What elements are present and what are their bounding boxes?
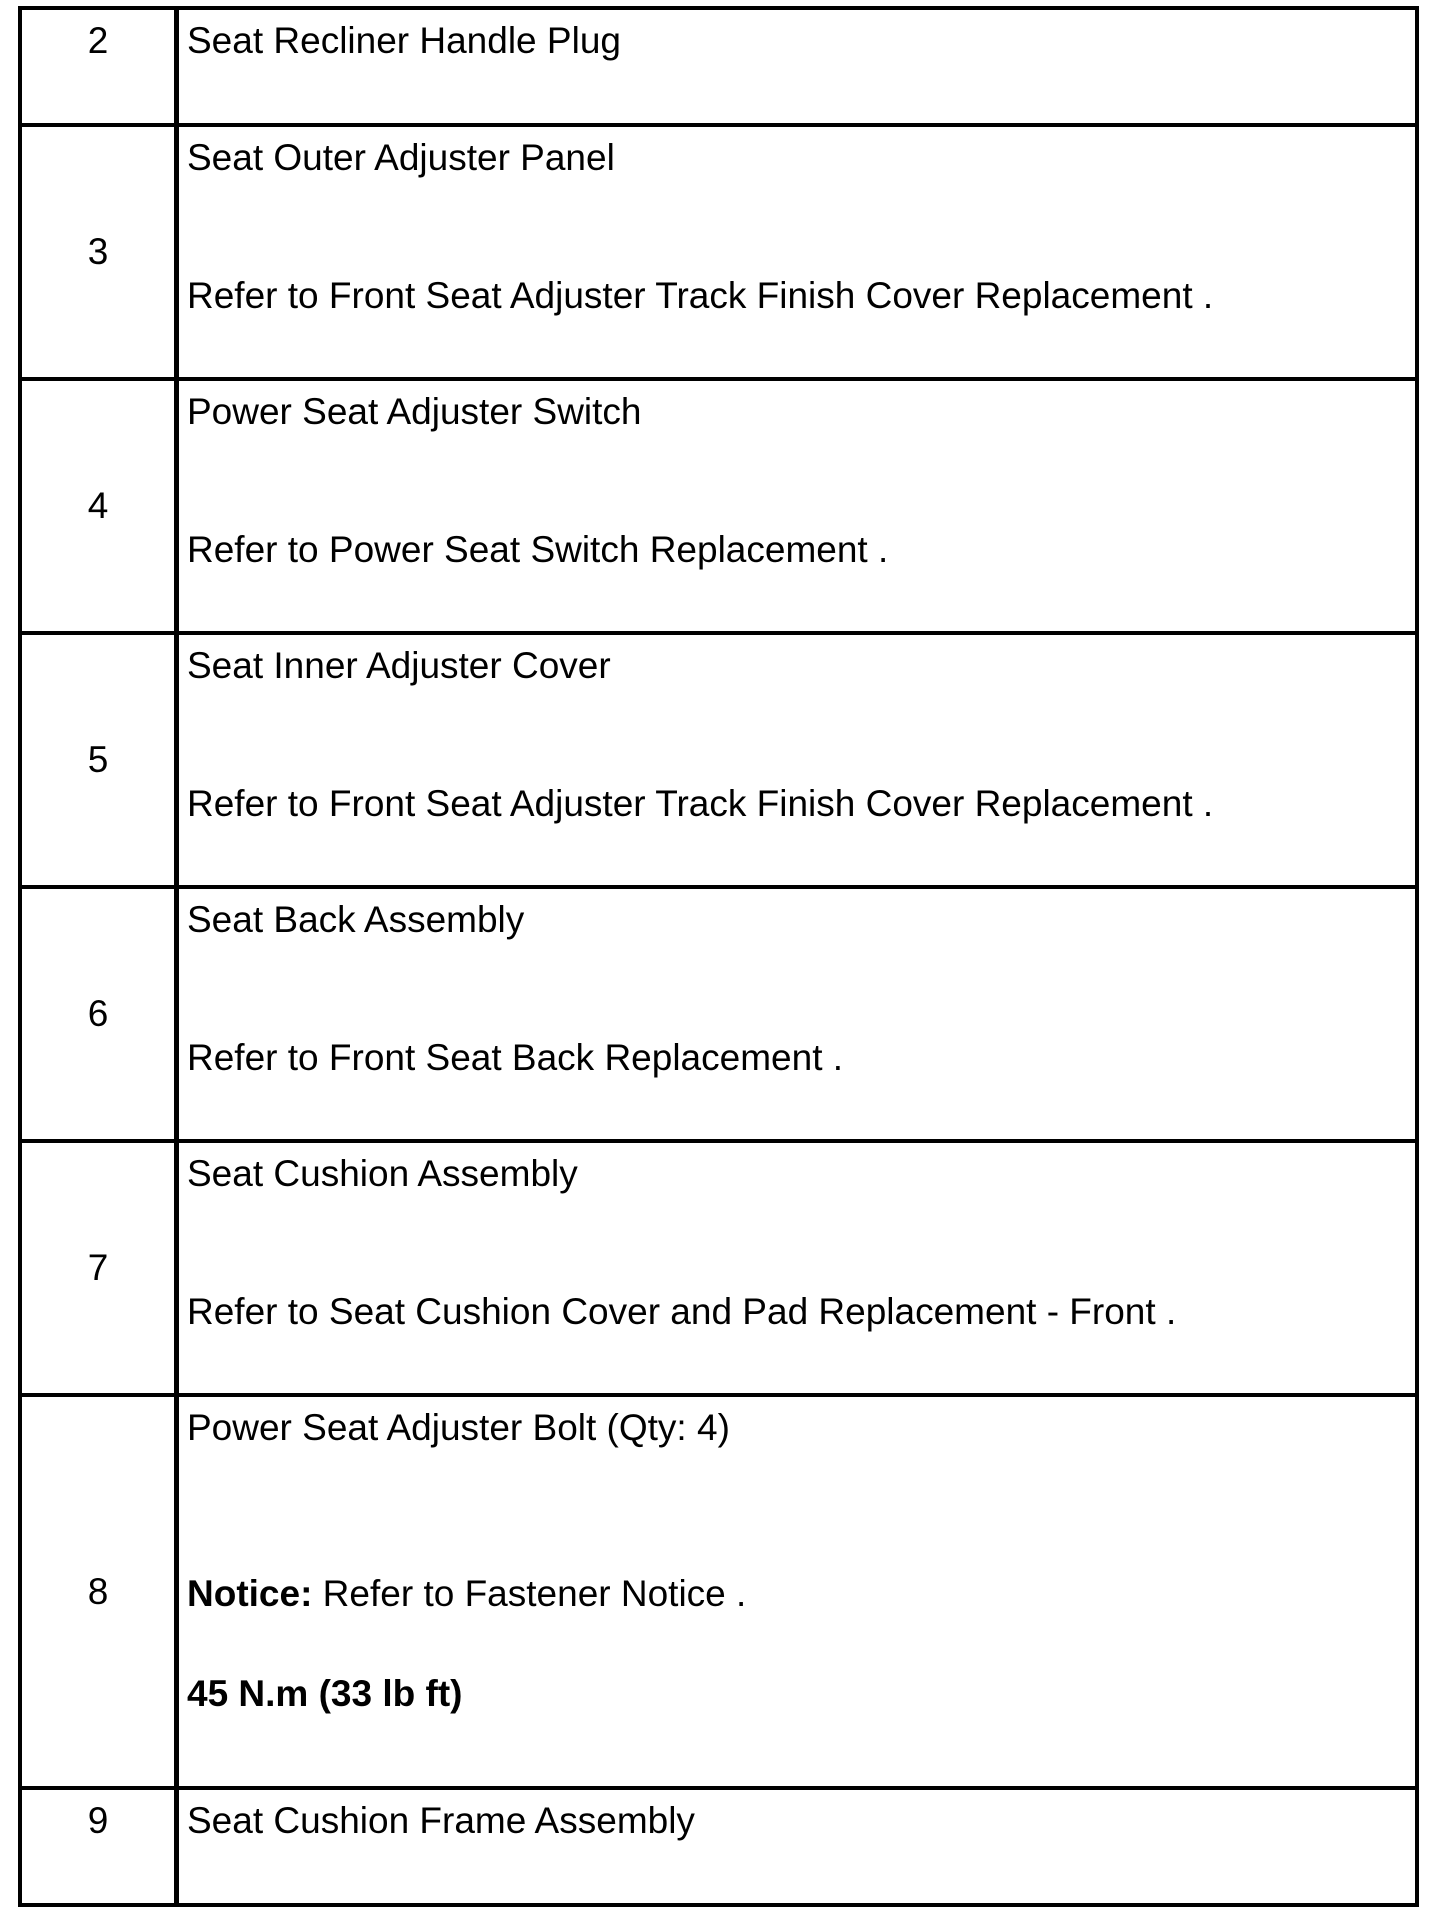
item-number (20, 1141, 177, 1395)
item-title: Seat Cushion Assembly (187, 1153, 578, 1194)
item-number-text: 6 (87, 993, 109, 1034)
item-description (177, 1141, 1418, 1395)
item-number-text: 7 (87, 1247, 109, 1288)
item-number-text: 4 (87, 485, 109, 526)
item-number-text: 2 (87, 20, 109, 61)
item-number-text: 5 (87, 739, 109, 780)
parts-table (18, 6, 1419, 1907)
notice-text: Refer to Fastener Notice . (312, 1573, 747, 1614)
torque-spec: 45 N.m (33 lb ft) (187, 1673, 463, 1714)
item-title: Seat Recliner Handle Plug (187, 20, 621, 61)
item-description (177, 1395, 1418, 1788)
item-title: Seat Outer Adjuster Panel (187, 137, 615, 178)
item-description (177, 1788, 1418, 1905)
table-row (20, 125, 1417, 379)
table-row (20, 1788, 1417, 1905)
table-row (20, 379, 1417, 633)
item-number-text: 3 (87, 231, 109, 272)
item-number (20, 1395, 177, 1788)
item-number (20, 379, 177, 633)
item-reference: Refer to Front Seat Adjuster Track Finish Cover Replacement . (187, 275, 1214, 316)
item-number (20, 887, 177, 1141)
item-number (20, 125, 177, 379)
item-title: Seat Cushion Frame Assembly (187, 1800, 695, 1841)
table-row (20, 8, 1417, 125)
table-row (20, 887, 1417, 1141)
item-title: Seat Back Assembly (187, 899, 525, 940)
item-title: Power Seat Adjuster Switch (187, 391, 642, 432)
item-title: Power Seat Adjuster Bolt (Qty: 4) (187, 1407, 730, 1448)
fastener-notice (187, 1572, 1407, 1616)
item-reference: Refer to Seat Cushion Cover and Pad Replacement - Front . (187, 1291, 1177, 1332)
item-reference: Refer to Front Seat Adjuster Track Finish Cover Replacement . (187, 783, 1214, 824)
item-description (177, 8, 1418, 125)
table-row (20, 633, 1417, 887)
item-reference: Refer to Power Seat Switch Replacement . (187, 529, 889, 570)
notice-label: Notice: (187, 1573, 313, 1614)
item-description (177, 633, 1418, 887)
item-number-text: 8 (87, 1570, 109, 1612)
table-row (20, 1141, 1417, 1395)
item-number-text: 9 (87, 1800, 109, 1841)
item-reference: Refer to Front Seat Back Replacement . (187, 1037, 844, 1078)
item-title: Seat Inner Adjuster Cover (187, 645, 611, 686)
item-description (177, 125, 1418, 379)
item-description (177, 887, 1418, 1141)
item-description (177, 379, 1418, 633)
item-number (20, 8, 177, 125)
table-row (20, 1395, 1417, 1788)
item-number (20, 633, 177, 887)
item-number (20, 1788, 177, 1905)
